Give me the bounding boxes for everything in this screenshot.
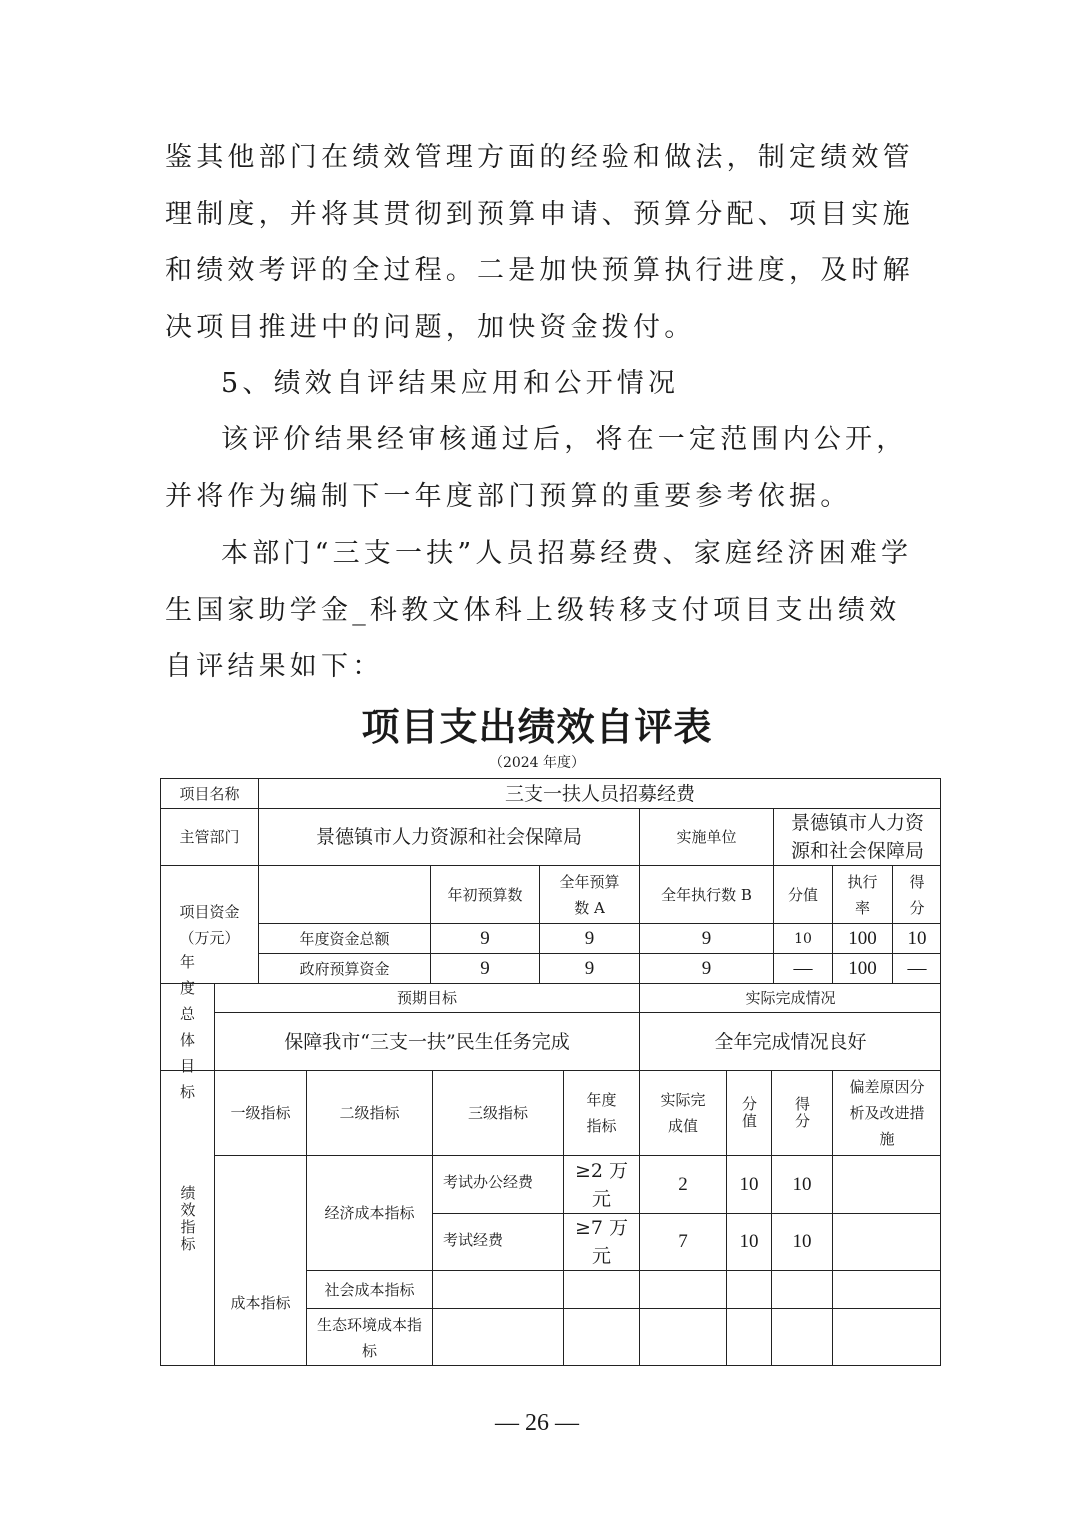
dept-label: 主管部门 xyxy=(160,808,258,865)
indicator-header-analysis: 偏差原因分析及改进措施 xyxy=(832,1070,941,1155)
performance-table xyxy=(160,778,941,1366)
funds-row-rate: 100 xyxy=(832,923,892,953)
actual-result-value: 全年完成情况良好 xyxy=(639,1012,941,1070)
expected-goal-value: 保障我市“三支一扶”民生任务完成 xyxy=(214,1012,639,1070)
dept-value: 景德镇市人力资源和社会保障局 xyxy=(258,808,639,865)
indicator-score: 10 xyxy=(771,1213,832,1270)
empty-cell xyxy=(771,1308,832,1366)
table-bottom-border xyxy=(160,1365,941,1366)
funds-header-budget-a: 全年预算数 A xyxy=(539,865,639,923)
indicator-score-value: 10 xyxy=(726,1213,771,1270)
funds-header-executed-b: 全年执行数 B xyxy=(639,865,773,923)
goal-label: 年度总体目标 xyxy=(160,983,214,1070)
actual-result-label: 实际完成情况 xyxy=(639,983,941,1012)
indicator-header-actual: 实际完成值 xyxy=(639,1070,726,1155)
funds-row-rate: 100 xyxy=(832,953,892,983)
funds-row-score-value: 10 xyxy=(773,923,832,953)
indicator-level2: 经济成本指标 xyxy=(306,1155,432,1270)
indicator-target: ≥2 万元 xyxy=(563,1155,639,1213)
indicator-analysis xyxy=(832,1213,941,1270)
funds-row-score-value: — xyxy=(773,953,832,983)
table-year: （2024 年度） xyxy=(488,755,586,771)
expected-goal-label: 预期目标 xyxy=(214,983,639,1012)
empty-cell xyxy=(432,1270,563,1308)
indicator-actual: 2 xyxy=(639,1155,726,1213)
funds-row-initial: 9 xyxy=(430,923,539,953)
indicator-label: 绩效指标 xyxy=(160,1070,214,1366)
empty-cell xyxy=(832,1308,941,1366)
indicator-level1: 成本指标 xyxy=(214,1155,306,1366)
page-number: — 26 — xyxy=(495,1410,579,1436)
indicator-header-level1: 一级指标 xyxy=(214,1070,306,1155)
indicator-actual: 7 xyxy=(639,1213,726,1270)
empty-cell xyxy=(563,1308,639,1366)
project-name-value: 三支一扶人员招募经费 xyxy=(258,778,941,808)
body-paragraph: 该评价结果经审核通过后，将在一定范围内公开，并将作为编制下一年度部门预算的重要参考依据。 xyxy=(165,424,908,512)
indicator-score-value: 10 xyxy=(726,1155,771,1213)
funds-row-executed-b: 9 xyxy=(639,953,773,983)
body-paragraph: 本部门“三支一扶”人员招募经费、家庭经济困难学生国家助学金_科教文体科上级转移支付项目支出绩效自评结果如下： xyxy=(165,538,913,682)
indicator-header-score: 得分 xyxy=(771,1070,832,1155)
funds-header-score-value: 分值 xyxy=(773,865,832,923)
table-right-border xyxy=(940,778,941,1366)
funds-row-score: — xyxy=(892,953,941,983)
empty-cell xyxy=(832,1270,941,1308)
funds-header-score: 得分 xyxy=(892,865,941,923)
indicator-level3: 考试经费 xyxy=(432,1213,563,1270)
impl-value: 景德镇市人力资源和社会保障局 xyxy=(773,808,941,865)
funds-row-executed-b: 9 xyxy=(639,923,773,953)
table-title: 项目支出绩效自评表 xyxy=(361,705,713,749)
indicator-level3: 考试办公经费 xyxy=(432,1155,563,1213)
funds-row-score: 10 xyxy=(892,923,941,953)
impl-label: 实施单位 xyxy=(639,808,773,865)
funds-header-blank xyxy=(258,865,430,923)
empty-cell xyxy=(726,1270,771,1308)
indicator-level2: 生态环境成本指标 xyxy=(306,1308,432,1366)
indicator-header-level3: 三级指标 xyxy=(432,1070,563,1155)
body-paragraph: 鉴其他部门在绩效管理方面的经验和做法，制定绩效管理制度，并将其贯彻到预算申请、预算分配、项目实施和绩效考评的全过程。二是加快预算执行进度，及时解决项目推进中的问题，加快资金拨付。 xyxy=(165,142,914,343)
section-heading: 5、绩效自评结果应用和公开情况 xyxy=(221,368,680,399)
empty-cell xyxy=(432,1308,563,1366)
empty-cell xyxy=(563,1270,639,1308)
indicator-header-level2: 二级指标 xyxy=(306,1070,432,1155)
project-name-label: 项目名称 xyxy=(160,778,258,808)
funds-row-budget-a: 9 xyxy=(539,923,639,953)
indicator-score: 10 xyxy=(771,1155,832,1213)
empty-cell xyxy=(771,1270,832,1308)
indicator-level2: 社会成本指标 xyxy=(306,1270,432,1308)
funds-row-budget-a: 9 xyxy=(539,953,639,983)
empty-cell xyxy=(726,1308,771,1366)
funds-header-initial: 年初预算数 xyxy=(430,865,539,923)
indicator-analysis xyxy=(832,1155,941,1213)
indicator-header-target: 年度指标 xyxy=(563,1070,639,1155)
empty-cell xyxy=(639,1270,726,1308)
indicator-target: ≥7 万元 xyxy=(563,1213,639,1270)
funds-row-label: 年度资金总额 xyxy=(258,923,430,953)
funds-row-label: 政府预算资金 xyxy=(258,953,430,983)
empty-cell xyxy=(639,1308,726,1366)
funds-header-rate: 执行率 xyxy=(832,865,892,923)
funds-row-initial: 9 xyxy=(430,953,539,983)
indicator-header-score-value: 分值 xyxy=(726,1070,771,1155)
funds-label: 项目资金（万元） xyxy=(160,865,258,983)
